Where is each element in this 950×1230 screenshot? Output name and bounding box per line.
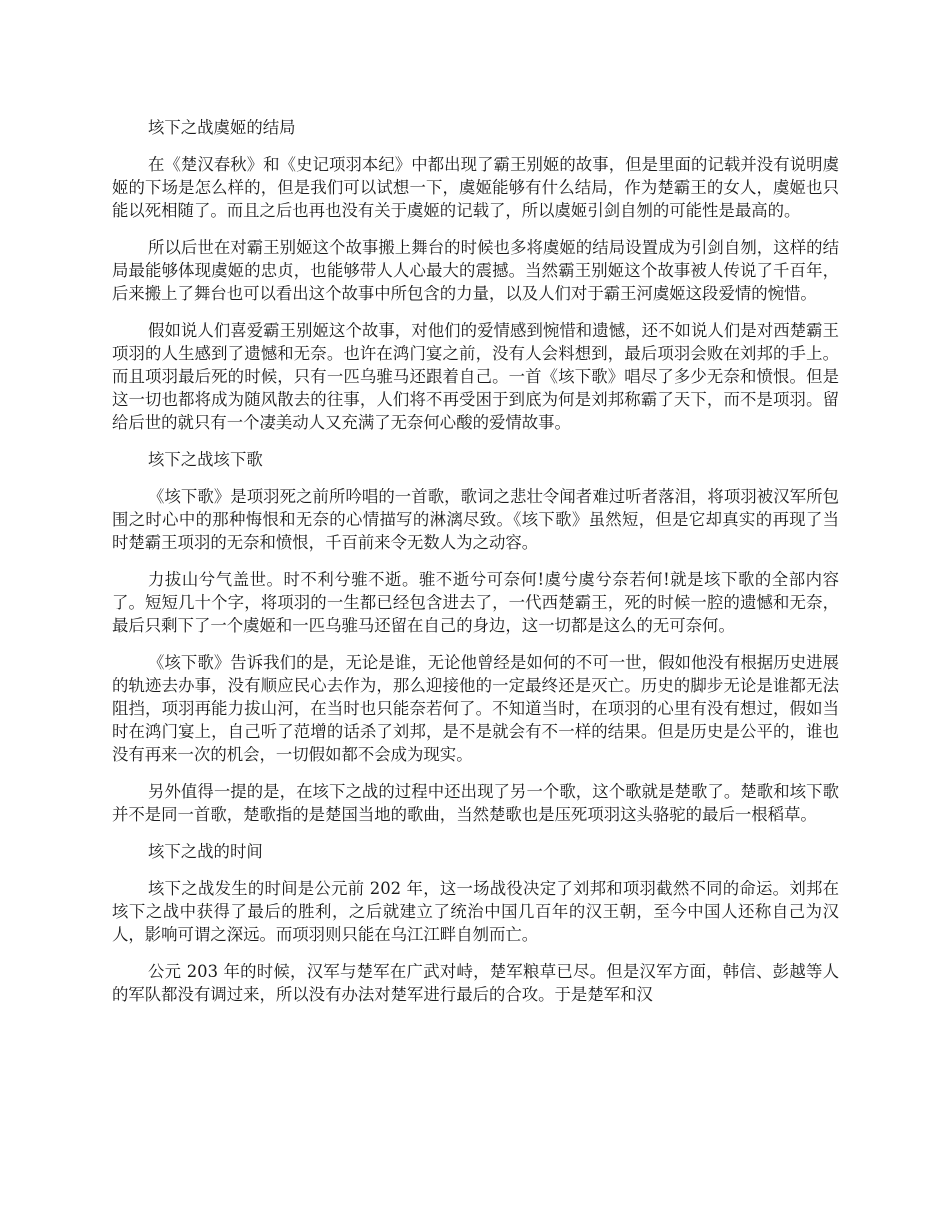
paragraph: 公元 203 年的时候，汉军与楚军在广武对峙，楚军粮草已尽。但是汉军方面，韩信、彭越等人的军队都没有调过来，所以没有办法对楚军进行最后的合攻。于是楚军和汉 [112, 962, 839, 1004]
section-heading-battle-time: 垓下之战的时间 [148, 842, 263, 861]
section-heading-yuji-ending: 垓下之战虞姬的结局 [148, 118, 296, 137]
paragraph: 垓下之战发生的时间是公元前 202 年，这一场战役决定了刘邦和项羽截然不同的命运。刘邦在垓下之战中获得了最后的胜利，之后就建立了统治中国几百年的汉王朝，至今中国人还称自己为汉人，影响可谓之深远。而项羽则只能在乌江江畔自刎而亡。 [112, 879, 839, 944]
paragraph: 另外值得一提的是，在垓下之战的过程中还出现了另一个歌，这个歌就是楚歌了。楚歌和垓下歌并不是同一首歌，楚歌指的是楚国当地的歌曲，当然楚歌也是压死项羽这头骆驼的最后一根稻草。 [112, 782, 839, 824]
paragraph: 假如说人们喜爱霸王别姬这个故事，对他们的爱情感到惋惜和遗憾，还不如说人们是对西楚霸王项羽的人生感到了遗憾和无奈。也许在鸿门宴之前，没有人会料想到，最后项羽会败在刘邦的手上。而且项羽最后死的时候，只有一匹乌骓马还跟着自己。一首《垓下歌》唱尽了多少无奈和愤恨。但是这一切也都将成为随风散去的往事，人们将不再受困于到底为何是刘邦称霸了天下，而不是项羽。留给后世的就只有一个凄美动人又充满了无奈何心酸的爱情故事。 [112, 321, 839, 432]
paragraph: 《垓下歌》是项羽死之前所吟唱的一首歌，歌词之悲壮令闻者难过听者落泪，将项羽被汉军所包围之时心中的那种悔恨和无奈的心情描写的淋漓尽致。《垓下歌》虽然短，但是它却真实的再现了当时楚霸王项羽的无奈和愤恨，千百前来令无数人为之动容。 [112, 487, 839, 552]
paragraph: 《垓下歌》告诉我们的是，无论是谁，无论他曾经是如何的不可一世，假如他没有根据历史进展的轨迹去办事，没有顺应民心去作为，那么迎接他的一定最终还是灭亡。历史的脚步无论是谁都无法阻挡，项羽再能力拔山河，在当时也只能奈若何了。不知道当时，在项羽的心里有没有想过，假如当时在鸿门宴上，自己听了范增的话杀了刘邦，是不是就会有不一样的结果。但是历史是公平的，谁也没有再来一次的机会，一切假如都不会成为现实。 [112, 653, 839, 764]
document-body [112, 116, 839, 1020]
paragraph: 力拔山兮气盖世。时不利兮骓不逝。骓不逝兮可奈何!虞兮虞兮奈若何!就是垓下歌的全部内容了。短短几十个字，将项羽的一生都已经包含进去了，一代西楚霸王，死的时候一腔的遗憾和无奈，最后只剩下了一个虞姬和一匹乌骓马还留在自己的身边，这一切都是这么的无可奈何。 [112, 570, 839, 635]
paragraph: 在《楚汉春秋》和《史记项羽本纪》中都出现了霸王别姬的故事，但是里面的记载并没有说明虞姬的下场是怎么样的，但是我们可以试想一下，虞姬能够有什么结局，作为楚霸王的女人，虞姬也只能以死相随了。而且之后也再也没有关于虞姬的记载了，所以虞姬引剑自刎的可能性是最高的。 [112, 155, 839, 220]
paragraph: 所以后世在对霸王别姬这个故事搬上舞台的时候也多将虞姬的结局设置成为引剑自刎，这样的结局最能够体现虞姬的忠贞，也能够带人人心最大的震撼。当然霸王别姬这个故事被人传说了千百年，后来搬上了舞台也可以看出这个故事中所包含的力量，以及人们对于霸王河虞姬这段爱情的惋惜。 [112, 238, 839, 303]
section-heading-gaixia-song: 垓下之战垓下歌 [148, 450, 263, 469]
